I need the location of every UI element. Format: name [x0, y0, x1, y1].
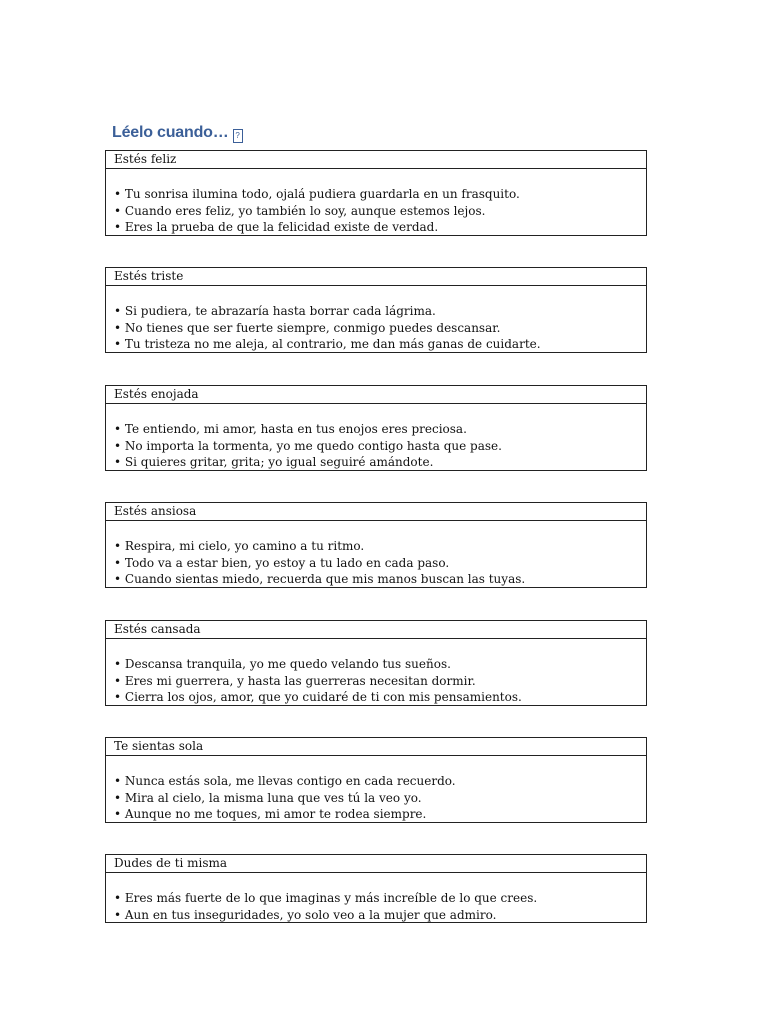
section-header: Estés enojada — [106, 386, 646, 404]
section-body — [106, 873, 646, 923]
section-line: • Tu sonrisa ilumina todo, ojalá pudiera guardarla en un frasquito. — [114, 187, 520, 201]
section-line: • Aun en tus inseguridades, yo solo veo a la mujer que admiro. — [114, 907, 497, 922]
missing-glyph-icon: ? — [233, 129, 243, 143]
section-line: • Si pudiera, te abrazaría hasta borrar cada lágrima. — [114, 304, 436, 318]
section-line: • Aunque no me toques, mi amor te rodea siempre. — [114, 807, 427, 822]
section-estes-feliz — [105, 150, 647, 236]
section-line: • No tienes que ser fuerte siempre, conmigo puedes descansar. — [114, 320, 501, 335]
section-line: • Cierra los ojos, amor, que yo cuidaré de ti con mis pensamientos. — [114, 690, 522, 705]
section-header: Estés cansada — [106, 621, 646, 639]
section-line: • Te entiendo, mi amor, hasta en tus enojos eres preciosa. — [114, 422, 467, 436]
section-line: • Mira al cielo, la misma luna que ves tú la veo yo. — [114, 790, 422, 805]
page-title — [112, 124, 243, 143]
section-body — [106, 286, 646, 353]
section-header: Estés feliz — [106, 151, 646, 169]
section-line: • Todo va a estar bien, yo estoy a tu lado en cada paso. — [114, 555, 450, 570]
section-line: • Cuando sientas miedo, recuerda que mis manos buscan las tuyas. — [114, 572, 526, 587]
section-header: Te sientas sola — [106, 738, 646, 756]
section-te-sientas-sola — [105, 737, 647, 823]
section-line: • Cuando eres feliz, yo también lo soy, aunque estemos lejos. — [114, 203, 486, 218]
section-line: • Nunca estás sola, me llevas contigo en cada recuerdo. — [114, 774, 456, 788]
section-estes-cansada — [105, 620, 647, 706]
section-header: Estés triste — [106, 268, 646, 286]
section-line: • Respira, mi cielo, yo camino a tu ritmo. — [114, 539, 365, 553]
section-header: Dudes de ti misma — [106, 855, 646, 873]
section-body — [106, 639, 646, 706]
section-line: • Eres mi guerrera, y hasta las guerreras necesitan dormir. — [114, 673, 476, 688]
section-estes-triste — [105, 267, 647, 353]
section-body — [106, 756, 646, 823]
section-line: • Si quieres gritar, grita; yo igual seguiré amándote. — [114, 455, 434, 470]
section-line: • Descansa tranquila, yo me quedo velando tus sueños. — [114, 657, 451, 671]
section-line: • Eres la prueba de que la felicidad existe de verdad. — [114, 220, 439, 235]
section-body — [106, 169, 646, 236]
section-line: • No importa la tormenta, yo me quedo contigo hasta que pase. — [114, 438, 502, 453]
section-header: Estés ansiosa — [106, 503, 646, 521]
section-body — [106, 521, 646, 588]
section-line: • Eres más fuerte de lo que imaginas y más increíble de lo que crees. — [114, 891, 538, 905]
section-estes-ansiosa — [105, 502, 647, 588]
page-title-text: Léelo cuando… — [112, 124, 229, 141]
section-dudes-de-ti-misma — [105, 854, 647, 923]
section-line: • Tu tristeza no me aleja, al contrario, me dan más ganas de cuidarte. — [114, 337, 541, 352]
section-body — [106, 404, 646, 471]
section-estes-enojada — [105, 385, 647, 471]
